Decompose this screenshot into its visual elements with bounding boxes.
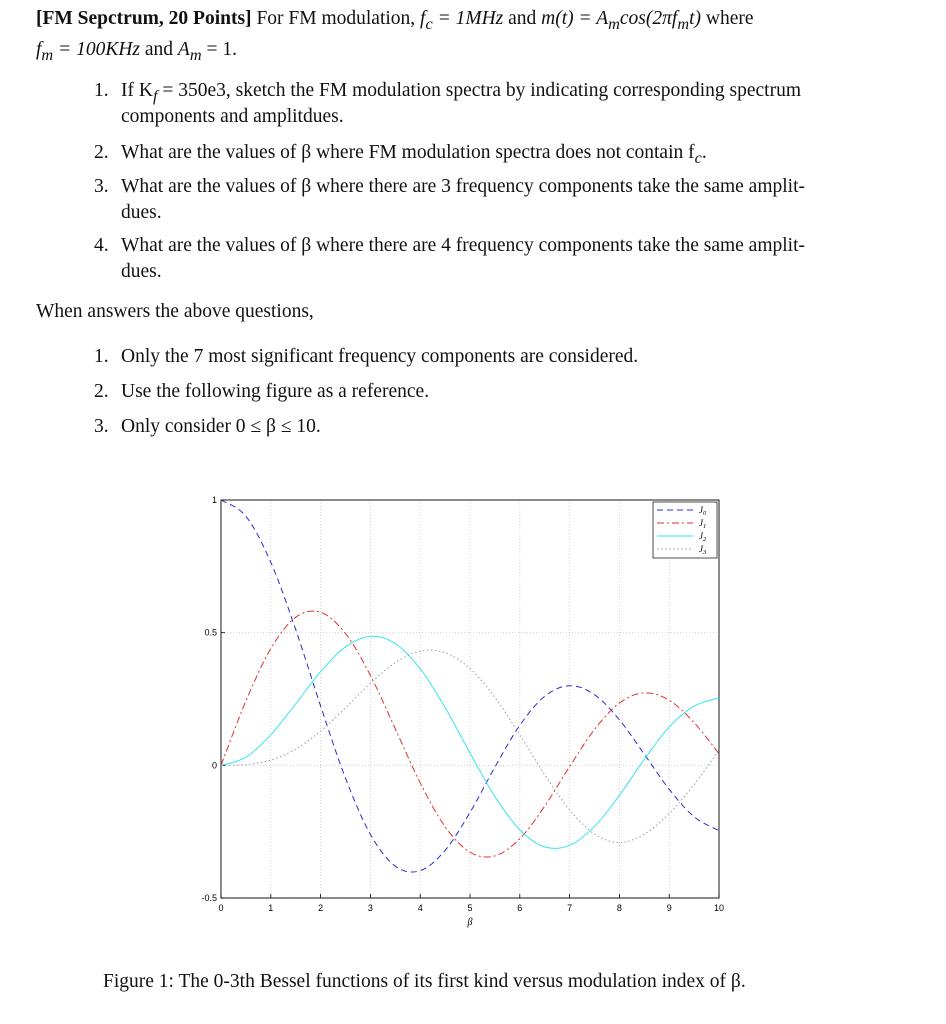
item-number: 4. bbox=[94, 235, 109, 256]
fm-symbol: f bbox=[36, 38, 42, 60]
instructions-intro: When answers the above questions, bbox=[36, 301, 314, 322]
legend-label: $J_3$ bbox=[699, 544, 707, 556]
item-text-cont: dues. bbox=[121, 261, 162, 282]
am-subscript-2: m bbox=[189, 45, 202, 64]
message-expr-cos: cos(2πf bbox=[619, 8, 678, 29]
fm-subscript-2: m bbox=[41, 45, 54, 64]
item-text: What are the values of β where there are 4 frequency components take the same amplit- bbox=[121, 235, 805, 256]
legend-label: $J_0$ bbox=[699, 505, 707, 517]
item-text-part: What are the values of β where FM modulation spectra does not contain f bbox=[121, 142, 695, 163]
item-number: 3. bbox=[94, 416, 109, 437]
item-text: Use the following figure as a reference. bbox=[121, 381, 430, 402]
item-number: 3. bbox=[94, 176, 109, 197]
fc-subscript: c bbox=[425, 14, 433, 33]
item-number: 2. bbox=[94, 381, 109, 402]
fc-value: = 1MHz bbox=[432, 8, 504, 29]
legend-label-subscript: 3 bbox=[703, 549, 707, 556]
x-tick-label: 7 bbox=[567, 903, 573, 913]
x-tick-label: 3 bbox=[367, 903, 373, 913]
item-text: What are the values of β where there are 3 frequency components take the same amplit- bbox=[121, 176, 805, 197]
legend-label: $J_1$ bbox=[699, 518, 707, 530]
am-subscript-1: m bbox=[608, 14, 620, 33]
message-expr: m(t) = A bbox=[541, 8, 609, 29]
bessel-chart bbox=[188, 488, 748, 928]
item-subscript: c bbox=[694, 148, 702, 167]
am-symbol: A bbox=[177, 38, 190, 60]
item-number: 1. bbox=[94, 346, 109, 367]
and-word-2: and bbox=[140, 38, 178, 60]
y-tick-label: -0.5 bbox=[201, 893, 217, 903]
item-text: Only consider 0 ≤ β ≤ 10. bbox=[121, 416, 321, 437]
message-expr-end: t) bbox=[689, 8, 701, 29]
item-subscript: f bbox=[152, 86, 158, 105]
figure-caption: Figure 1: The 0-3th Bessel functions of its first kind versus modulation index of β. bbox=[103, 971, 746, 992]
and-word: and bbox=[503, 8, 542, 29]
item-text-cont: components and amplitdues. bbox=[121, 106, 344, 127]
question-heading bbox=[36, 6, 916, 68]
item-number: 1. bbox=[94, 80, 109, 101]
where-word: where bbox=[701, 8, 754, 29]
legend-label: $J_2$ bbox=[699, 531, 707, 543]
item-number: 2. bbox=[94, 142, 109, 163]
fm-subscript-1: m bbox=[677, 14, 690, 33]
x-tick-label: 6 bbox=[517, 903, 523, 913]
item-text-part: = 350e3, sketch the FM modulation spectra by indicating corresponding spectrum bbox=[157, 80, 801, 101]
legend-label-subscript: 0 bbox=[703, 510, 707, 517]
y-tick-label: 0.5 bbox=[204, 627, 217, 638]
x-tick-label: 2 bbox=[318, 903, 324, 913]
question-intro: For FM modulation, bbox=[256, 8, 416, 29]
item-text: Only the 7 most significant frequency components are considered. bbox=[121, 346, 639, 367]
item-text-part: . bbox=[701, 142, 707, 163]
item-text-cont: dues. bbox=[121, 202, 162, 223]
x-tick-label: 1 bbox=[268, 903, 274, 913]
x-tick-label: 0 bbox=[218, 903, 224, 913]
x-tick-label: 9 bbox=[666, 903, 672, 913]
x-tick-label: 4 bbox=[417, 903, 423, 913]
y-tick-label: 1 bbox=[211, 495, 217, 505]
x-axis-label: β bbox=[467, 917, 473, 928]
fc-symbol: f bbox=[420, 8, 426, 29]
legend-label-subscript: 2 bbox=[703, 536, 707, 543]
legend-label-subscript: 1 bbox=[703, 523, 707, 530]
item-text-part: If K bbox=[121, 80, 153, 101]
am-value: = 1. bbox=[201, 38, 237, 60]
fm-value: = 100KHz bbox=[53, 38, 141, 60]
x-tick-label: 10 bbox=[713, 903, 725, 913]
x-tick-label: 5 bbox=[467, 903, 473, 913]
y-tick-label: 0 bbox=[211, 760, 217, 771]
question-title: [FM Sepctrum, 20 Points] bbox=[36, 8, 252, 29]
x-tick-label: 8 bbox=[616, 903, 622, 913]
item-text bbox=[121, 140, 707, 171]
